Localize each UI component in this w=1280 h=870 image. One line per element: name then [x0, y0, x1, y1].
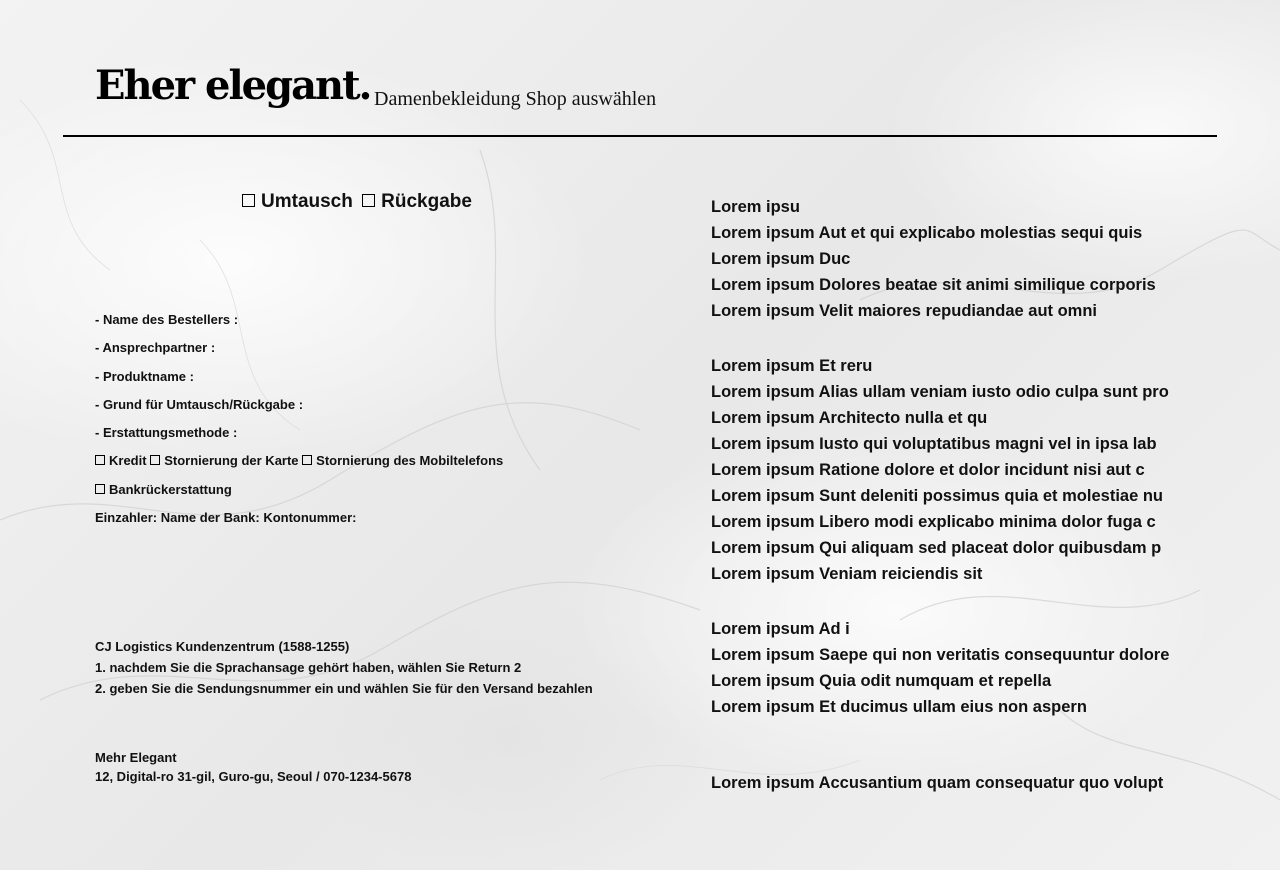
- header-subtitle: Damenbekleidung Shop auswählen: [374, 88, 657, 110]
- return-option[interactable]: [362, 191, 472, 212]
- card-cancel-label: Stornierung der Karte: [164, 453, 299, 469]
- return-form: [95, 306, 503, 532]
- company-address: [95, 748, 411, 786]
- return-checkbox[interactable]: [362, 194, 375, 207]
- text-group-2: [711, 353, 1169, 587]
- text-line: Lorem ipsum Alias ullam veniam iusto odio culpa sunt pro: [711, 383, 1169, 401]
- logistics-line-2: 1. nachdem Sie die Sprachansage gehört haben, wählen Sie Return 2: [95, 660, 522, 675]
- text-line: Lorem ipsum Ratione dolore et dolor incidunt nisi aut c: [711, 461, 1145, 479]
- text-line: Lorem ipsum Accusantium quam consequatur quo volupt: [711, 774, 1164, 792]
- text-line: Lorem ipsum Et ducimus ullam eius non aspern: [711, 698, 1087, 716]
- orderer-name-label: - Name des Bestellers :: [95, 312, 239, 327]
- text-group-4: [711, 770, 1169, 796]
- text-line: Lorem ipsum Ad i: [711, 620, 850, 638]
- exchange-return-options: [242, 191, 476, 213]
- refund-method-label: - Erstattungsmethode :: [95, 425, 238, 441]
- text-group-3: [711, 616, 1169, 720]
- company-address-line: 12, Digital-ro 31-gil, Guro-gu, Seoul / 070-1234-5678: [95, 769, 412, 784]
- product-name-label: - Produktname :: [95, 368, 194, 384]
- bank-details-label: Einzahler: Name der Bank: Kontonummer:: [95, 510, 357, 526]
- company-name: Mehr Elegant: [95, 750, 177, 765]
- text-line: Lorem ipsum Iusto qui voluptatibus magni vel in ipsa lab: [711, 435, 1157, 453]
- logistics-line-3: 2. geben Sie die Sendungsnummer ein und wählen Sie für den Versand bezahlen: [95, 681, 593, 696]
- card-cancel-checkbox[interactable]: [150, 455, 160, 465]
- logistics-info: [95, 636, 593, 699]
- exchange-checkbox[interactable]: [242, 194, 255, 207]
- return-label: Rückgabe: [381, 191, 472, 212]
- text-line: Lorem ipsum Velit maiores repudiandae aut omni: [711, 302, 1098, 320]
- text-line: Lorem ipsum Duc: [711, 250, 851, 268]
- reason-label: - Grund für Umtausch/Rückgabe :: [95, 396, 304, 412]
- header-divider: [63, 135, 1217, 137]
- brand-logo: Eher elegant.: [95, 62, 371, 109]
- text-line: Lorem ipsum Et reru: [711, 357, 873, 375]
- text-line: Lorem ipsum Architecto nulla et qu: [711, 409, 988, 427]
- refund-options-row: [95, 447, 503, 475]
- mobile-cancel-label: Stornierung des Mobiltelefons: [316, 453, 504, 469]
- text-line: Lorem ipsum Veniam reiciendis sit: [711, 565, 983, 583]
- text-group-1: [711, 194, 1169, 324]
- mobile-cancel-checkbox[interactable]: [302, 455, 312, 465]
- text-line: Lorem ipsum Dolores beatae sit animi similique corporis: [711, 276, 1156, 294]
- exchange-option[interactable]: [242, 191, 358, 212]
- text-line: Lorem ipsum Saepe qui non veritatis consequuntur dolore: [711, 646, 1170, 664]
- exchange-label: Umtausch: [261, 191, 353, 212]
- text-line: Lorem ipsum Quia odit numquam et repella: [711, 672, 1052, 690]
- text-line: Lorem ipsu: [711, 198, 800, 216]
- contact-label: - Ansprechpartner :: [95, 340, 216, 356]
- text-line: Lorem ipsum Sunt deleniti possimus quia et molestiae nu: [711, 487, 1163, 505]
- bank-refund-row: [95, 476, 503, 504]
- text-line: Lorem ipsum Aut et qui explicabo molestias sequi quis: [711, 224, 1143, 242]
- text-line: Lorem ipsum Libero modi explicabo minima dolor fuga c: [711, 513, 1156, 531]
- bank-refund-label: Bankrückerstattung: [109, 481, 232, 497]
- bank-refund-checkbox[interactable]: [95, 484, 105, 494]
- credit-label: Kredit: [109, 453, 147, 469]
- credit-checkbox[interactable]: [95, 455, 105, 465]
- info-text-column: [711, 194, 1169, 796]
- logistics-line-1: CJ Logistics Kundenzentrum (1588-1255): [95, 639, 350, 654]
- text-line: Lorem ipsum Qui aliquam sed placeat dolor quibusdam p: [711, 539, 1162, 557]
